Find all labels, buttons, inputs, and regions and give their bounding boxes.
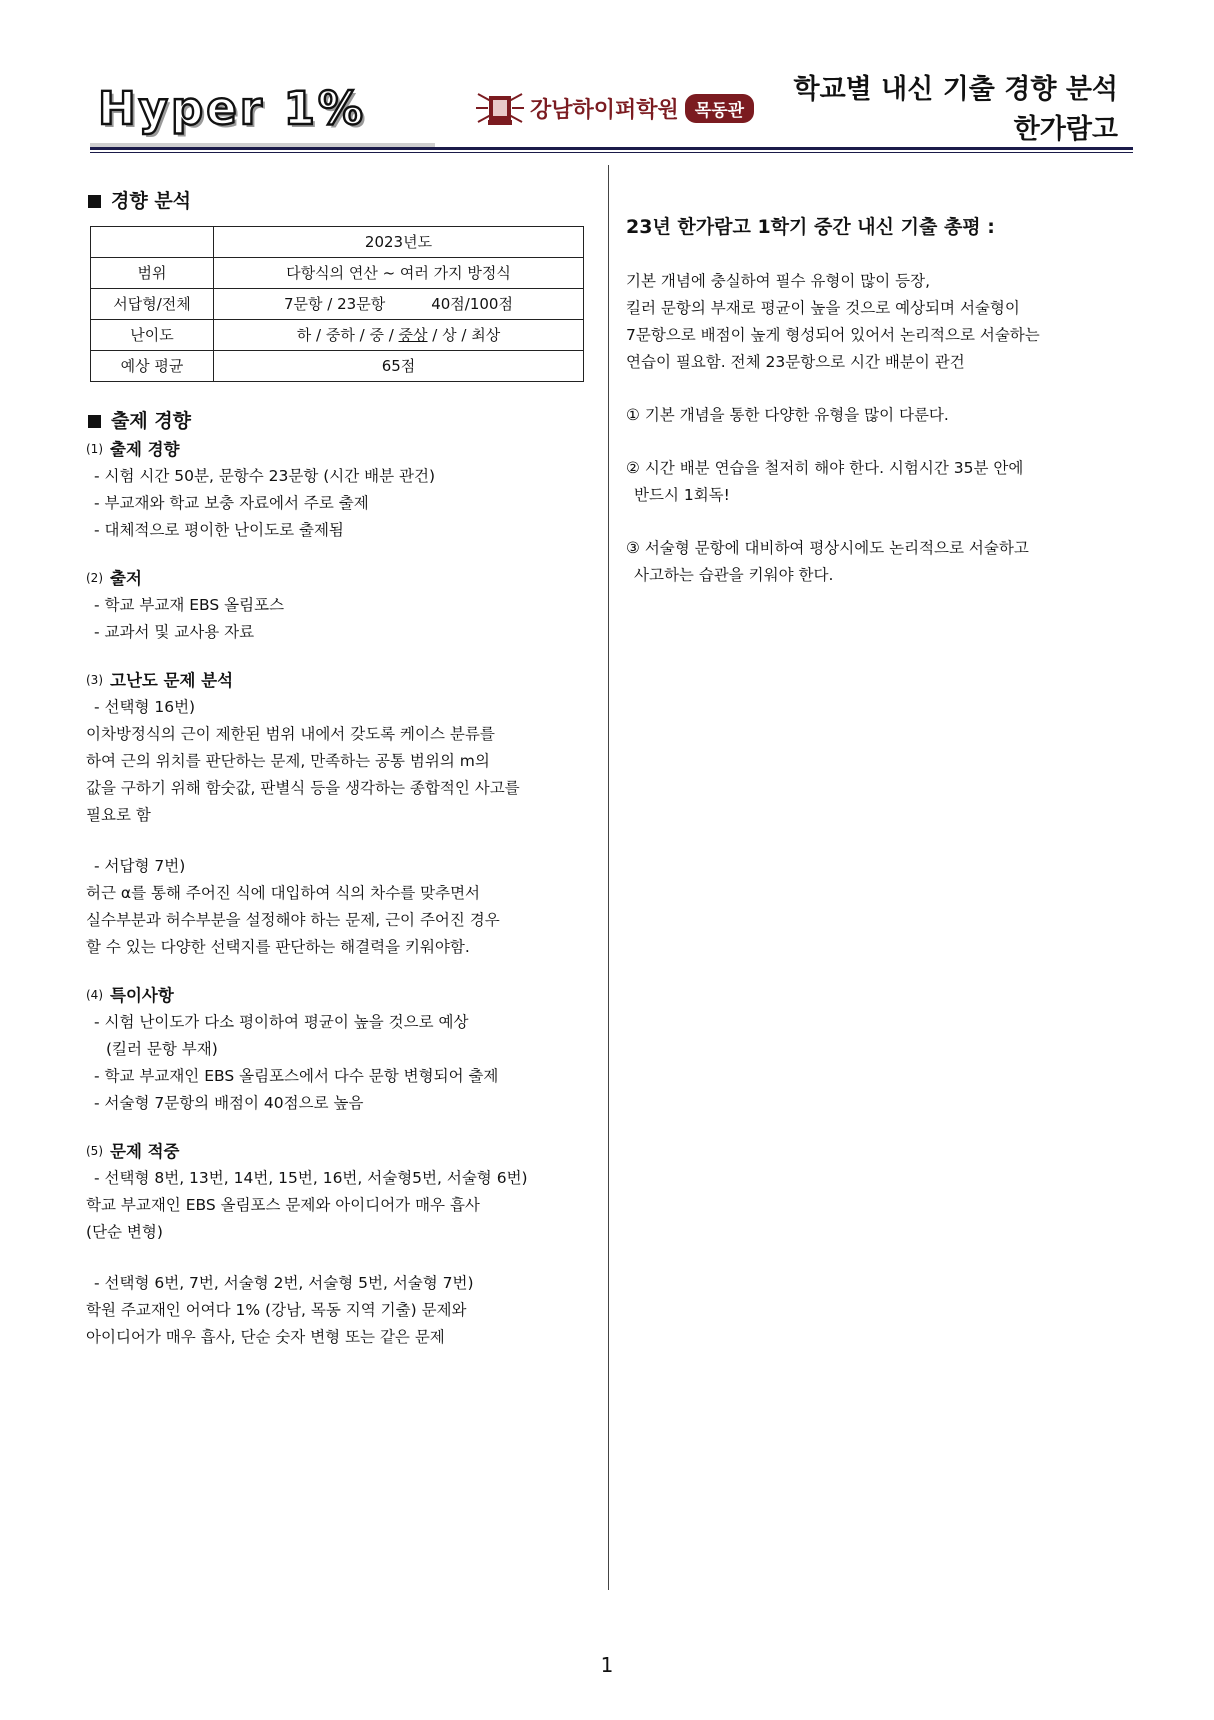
column-divider <box>608 165 609 1590</box>
hyper-logo: Hyper 1% <box>98 82 366 135</box>
list-item: - 대체적으로 평이한 난이도로 출제됨 <box>94 521 344 539</box>
paragraph-line: ③ 서술형 문항에 대비하여 평상시에도 논리적으로 서술하고 <box>626 539 1029 557</box>
table-row <box>91 320 584 351</box>
summary-point <box>626 402 1146 429</box>
section-heading-trend: 경향 분석 <box>86 186 598 216</box>
section-heading-exam: 출제 경향 <box>86 406 598 436</box>
paragraph-line: 반드시 1회독! <box>634 486 730 504</box>
paragraph-line: 킬러 문항의 부재로 평균이 높을 것으로 예상되며 서술형이 <box>626 299 1020 317</box>
summary-intro <box>626 268 1146 376</box>
difficulty-option: 상 <box>442 325 457 344</box>
list-item: - 시험 시간 50분, 문항수 23문항 (시간 배분 관건) <box>94 467 436 485</box>
paragraph-line: 학교 부교재인 EBS 올림포스 문제와 아이디어가 매우 흡사 <box>86 1196 480 1214</box>
square-bullet-icon <box>88 195 101 208</box>
difficulty-option: 최상 <box>471 325 501 344</box>
difficulty-scale: 하 / 중하 / 중 / 중상 / 상 / 최상 <box>214 320 584 351</box>
school-name: 한가람고 <box>1013 114 1118 145</box>
subsection-heading: (4) 특이사항 <box>86 986 174 1005</box>
paragraph-line: 기본 개념에 충실하여 필수 유형이 많이 등장, <box>626 272 931 290</box>
summary-point <box>626 535 1146 589</box>
score-ratio: 40점/100점 <box>431 294 513 313</box>
paragraph-line: ① 기본 개념을 통한 다양한 유형을 많이 다룬다. <box>626 406 949 424</box>
table-cell-label: 서답형/전체 <box>91 289 214 320</box>
paragraph-line: 필요로 함 <box>86 806 151 824</box>
header-rule <box>90 147 1133 150</box>
paragraph-line: (단순 변형) <box>86 1223 163 1241</box>
paragraph-line: 하여 근의 위치를 판단하는 문제, 만족하는 공통 범위의 m의 <box>86 752 490 770</box>
table-row <box>91 289 584 320</box>
list-item: - 시험 난이도가 다소 평이하여 평균이 높을 것으로 예상 <box>94 1013 469 1031</box>
academy-name: 강남하이퍼학원 <box>530 97 679 123</box>
header-title-line: 학교별 내신 기출 경향 분석 <box>793 74 1118 105</box>
paragraph-line: 실수부분과 허수부분을 설정해야 하는 문제, 근이 주어진 경우 <box>86 911 500 929</box>
list-item: - 서술형 7문항의 배점이 40점으로 높음 <box>94 1094 364 1112</box>
difficulty-option: 하 <box>296 325 312 344</box>
paragraph-line: ② 시간 배분 연습을 철저히 해야 한다. 시험시간 35분 안에 <box>626 459 1024 477</box>
header-rule-thin <box>90 152 1133 153</box>
subsection-heading: (1) 출제 경향 <box>86 440 180 459</box>
square-bullet-icon <box>88 415 101 428</box>
left-column <box>86 186 598 1351</box>
list-item: - 선택형 16번) <box>94 698 196 716</box>
table-cell-value: 다항식의 연산 ~ 여러 가지 방정식 <box>214 258 584 289</box>
list-item: - 부교재와 학교 보충 자료에서 주로 출제 <box>94 494 369 512</box>
right-column <box>626 212 1146 589</box>
table-row <box>91 227 584 258</box>
paragraph-line: 학원 주교재인 어여다 1% (강남, 목동 지역 기출) 문제와 <box>86 1301 467 1319</box>
list-item: - 선택형 6번, 7번, 서술형 2번, 서술형 5번, 서술형 7번) <box>94 1274 474 1292</box>
paragraph-line: 값을 구하기 위해 함숫값, 판별식 등을 생각하는 종합적인 사고를 <box>86 779 520 797</box>
academy-logo <box>474 86 754 130</box>
table-cell-label: 난이도 <box>91 320 214 351</box>
difficulty-option: 중하 <box>325 325 355 344</box>
paragraph-line: 7문항으로 배점이 높게 형성되어 있어서 논리적으로 서술하는 <box>626 326 1040 344</box>
page-number: 1 <box>600 1653 614 1677</box>
subsection-heading: (3) 고난도 문제 분석 <box>86 671 234 690</box>
list-item: (킬러 문항 부재) <box>106 1040 218 1058</box>
table-row <box>91 258 584 289</box>
paragraph-line: 사고하는 습관을 키워야 한다. <box>634 566 834 584</box>
paragraph-line: 이차방정식의 근이 제한된 범위 내에서 갖도록 케이스 분류를 <box>86 725 495 743</box>
table-row <box>91 351 584 382</box>
subsection-heading: (5) 문제 적중 <box>86 1142 180 1161</box>
exam-subsection <box>86 436 598 544</box>
exam-subsection <box>86 1138 598 1351</box>
trend-table <box>90 226 584 382</box>
paragraph-line: 허근 α를 통해 주어진 식에 대입하여 식의 차수를 맞추면서 <box>86 884 481 902</box>
paragraph-line: 연습이 필요함. 전체 23문항으로 시간 배분이 관건 <box>626 353 965 371</box>
question-count: 7문항 / 23문항 <box>284 294 386 313</box>
list-item: - 선택형 8번, 13번, 14번, 15번, 16번, 서술형5번, 서술형 6번) <box>94 1169 528 1187</box>
exam-subsection <box>86 565 598 646</box>
difficulty-option-selected: 중상 <box>398 325 428 344</box>
table-cell-label: 예상 평균 <box>91 351 214 382</box>
list-item: - 서답형 7번) <box>94 857 186 875</box>
subsection-heading: (2) 출저 <box>86 569 142 588</box>
table-cell-value <box>214 289 584 320</box>
list-item: - 학교 부교재 EBS 올림포스 <box>94 596 285 614</box>
list-item: - 학교 부교재인 EBS 올림포스에서 다수 문항 변형되어 출제 <box>94 1067 499 1085</box>
table-cell-value: 65점 <box>214 351 584 382</box>
summary-title: 23년 한가람고 1학기 중간 내신 기출 총평 : <box>626 216 995 238</box>
list-item: - 교과서 및 교사용 자료 <box>94 623 255 641</box>
paragraph-line: 아이디어가 매우 흡사, 단순 숫자 변형 또는 같은 문제 <box>86 1328 445 1346</box>
paragraph-line: 할 수 있는 다양한 선택지를 판단하는 해결력을 키워야함. <box>86 938 470 956</box>
summary-point <box>626 455 1146 509</box>
table-cell-year: 2023년도 <box>214 227 584 258</box>
exam-subsection <box>86 982 598 1117</box>
academy-branch-badge: 목동관 <box>685 94 754 123</box>
difficulty-option: 중 <box>369 325 384 344</box>
academy-seal-icon <box>474 86 526 130</box>
table-cell <box>91 227 214 258</box>
exam-subsection <box>86 667 598 961</box>
page-header <box>0 0 1214 165</box>
header-title <box>793 70 1118 150</box>
table-cell-label: 범위 <box>91 258 214 289</box>
